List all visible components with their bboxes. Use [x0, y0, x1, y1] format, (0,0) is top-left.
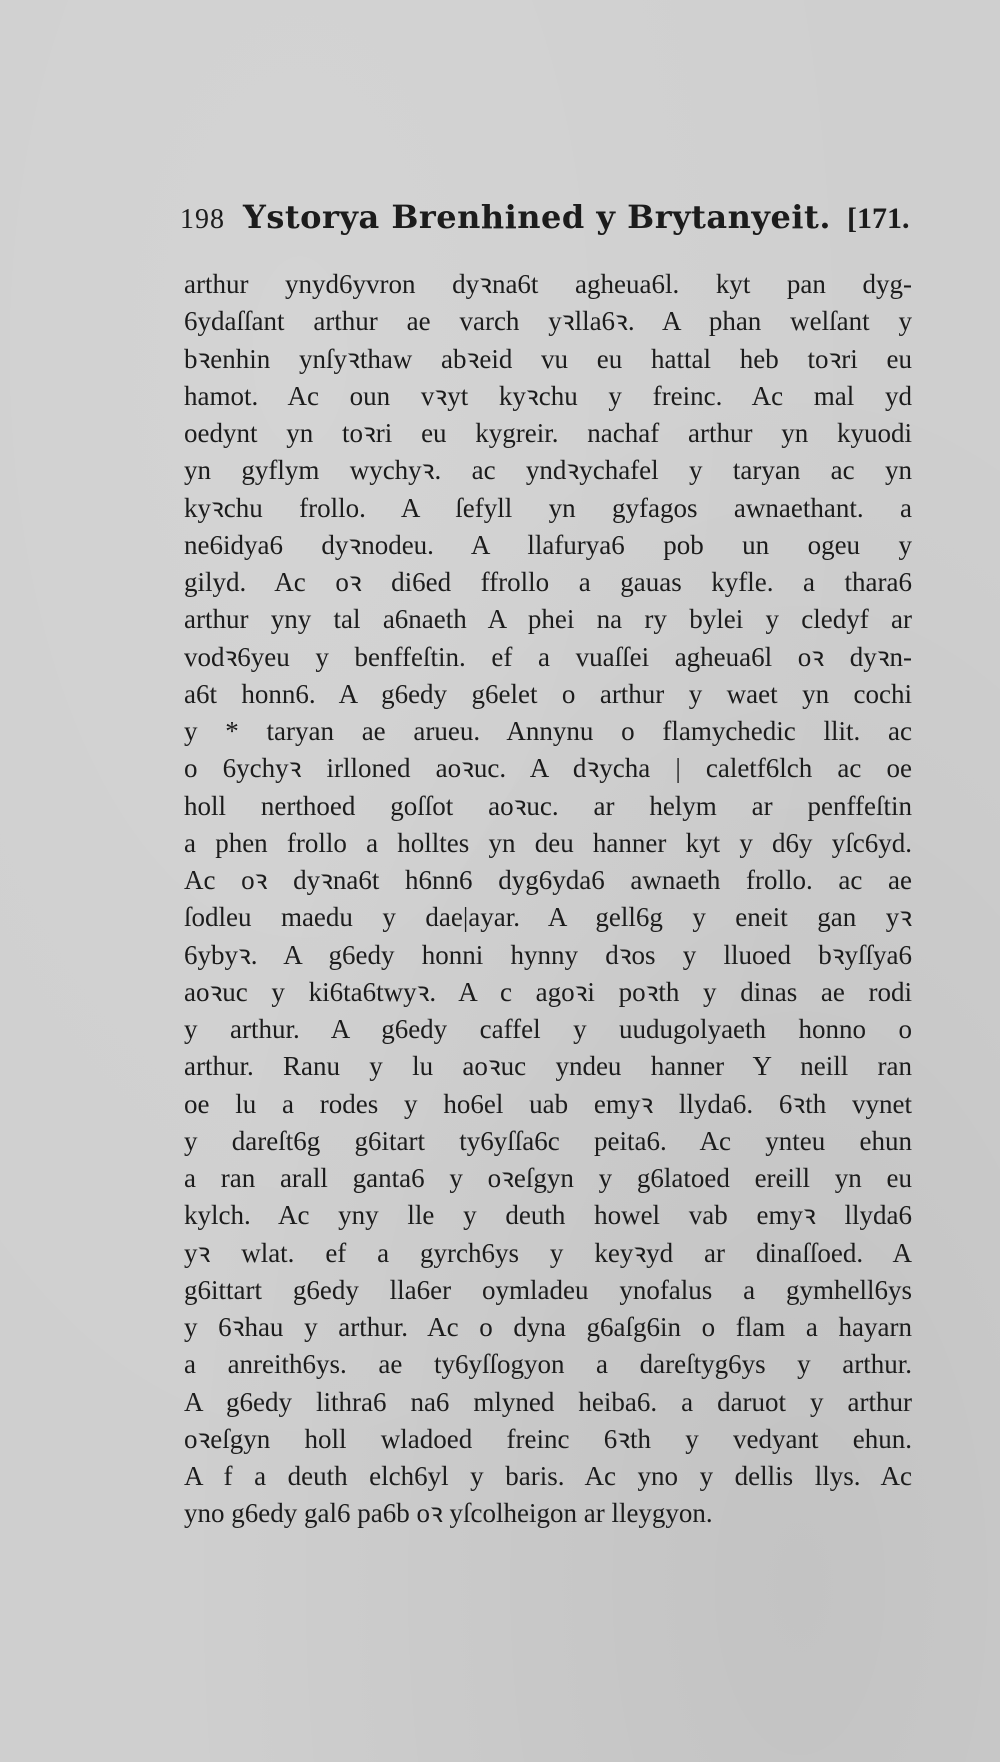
body-text — [184, 266, 912, 1533]
text-line: oe lu a rodes y ho6el uab emyꝛ llyda6. 6ꝛth vynet — [184, 1088, 912, 1119]
text-line: vodꝛ6yeu y benffeſtin. ef a vuaſſei agheua6l oꝛ dyꝛn- — [184, 641, 912, 672]
text-line: arthur yny tal a6naeth A phei na ry bylei y cledyf ar — [184, 604, 912, 635]
text-line: 6ybyꝛ. A g6edy honni hynny dꝛos y lluoed bꝛyſſya6 — [184, 939, 912, 970]
text-line: oedynt yn toꝛri eu kygreir. nachaf arthur yn kyuodi — [184, 418, 912, 448]
text-line: Ac oꝛ dyꝛna6t h6nn6 dyg6yda6 awnaeth frollo. ac ae — [184, 865, 912, 895]
text-line: y dareſt6g g6itart ty6yſſa6c peita6. Ac ynteu ehun — [184, 1125, 912, 1156]
text-line: A g6edy lithra6 na6 mlyned heiba6. a daruot y arthur — [184, 1386, 912, 1417]
text-line: a6t honn6. A g6edy g6elet o arthur y waet yn cochi — [184, 678, 912, 709]
text-line: g6ittart g6edy lla6er oymladeu ynofalus a gymhell6ys — [184, 1274, 912, 1305]
text-line: yno g6edy gal6 pa6b oꝛ yſcolheigon ar lleygyon. — [184, 1498, 713, 1529]
text-line: y 6ꝛhau y arthur. Ac o dyna g6aſg6in o flam a hayarn — [184, 1312, 912, 1342]
page-header — [180, 198, 908, 250]
folio-reference: [171. — [846, 202, 910, 235]
text-line: gilyd. Ac oꝛ di6ed ffrollo a gauas kyfle. a thara6 — [184, 567, 912, 597]
text-line: holl nerthoed goſſot aoꝛuc. ar helym ar penffeſtin — [184, 790, 912, 821]
page-number: 198 — [180, 204, 225, 235]
text-line: bꝛenhin ynſyꝛthaw abꝛeid vu eu hattal heb toꝛri eu — [184, 343, 912, 374]
text-line: kyꝛchu frollo. A ſefyll yn gyfagos awnaethant. a — [184, 492, 912, 523]
text-line: aoꝛuc y ki6ta6twyꝛ. A c agoꝛi poꝛth y dinas ae rodi — [184, 976, 912, 1007]
text-line: y arthur. A g6edy caffel y uudugolyaeth honno o — [184, 1014, 912, 1044]
text-line: ſodleu maedu y dae|ayar. A gell6g y eneit gan yꝛ — [184, 902, 912, 933]
text-line: ne6idya6 dyꝛnodeu. A llafurya6 pob un ogeu y — [184, 529, 912, 560]
text-line: 6ydaſſant arthur ae varch yꝛlla6ꝛ. A phan welſant y — [184, 306, 912, 337]
text-line: arthur. Ranu y lu aoꝛuc yndeu hanner Y neill ran — [184, 1051, 912, 1082]
text-line: oꝛeſgyn holl wladoed freinc 6ꝛth y vedyant ehun. — [184, 1423, 912, 1454]
text-line: a ran arall ganta6 y oꝛeſgyn y g6latoed ereill yn eu — [184, 1163, 912, 1193]
text-line: y * taryan ae arueu. Annynu o flamychedic llit. ac — [184, 716, 912, 746]
text-line: yn gyflym wychyꝛ. ac yndꝛychafel y taryan ac yn — [184, 455, 912, 486]
text-line: kylch. Ac yny lle y deuth howel vab emyꝛ llyda6 — [184, 1200, 912, 1231]
text-line: hamot. Ac oun vꝛyt kyꝛchu y freinc. Ac mal yd — [184, 380, 912, 411]
running-title: Ystorya Brenhined y Brytanyeit. — [243, 198, 831, 236]
text-line: a phen frollo a holltes yn deu hanner kyt y d6y yſc6yd. — [184, 827, 912, 858]
text-line: yꝛ wlat. ef a gyrch6ys y keyꝛyd ar dinaſſoed. A — [184, 1237, 912, 1268]
text-line: A f a deuth elch6yl y baris. Ac yno y dellis llys. Ac — [184, 1461, 912, 1491]
text-line: o 6ychyꝛ irlloned aoꝛuc. A dꝛycha | caletf6lch ac oe — [184, 753, 912, 784]
text-line: a anreith6ys. ae ty6yſſogyon a dareſtyg6ys y arthur. — [184, 1349, 912, 1380]
text-line: arthur ynyd6yvron dyꝛna6t agheua6l. kyt pan dyg- — [184, 269, 912, 299]
